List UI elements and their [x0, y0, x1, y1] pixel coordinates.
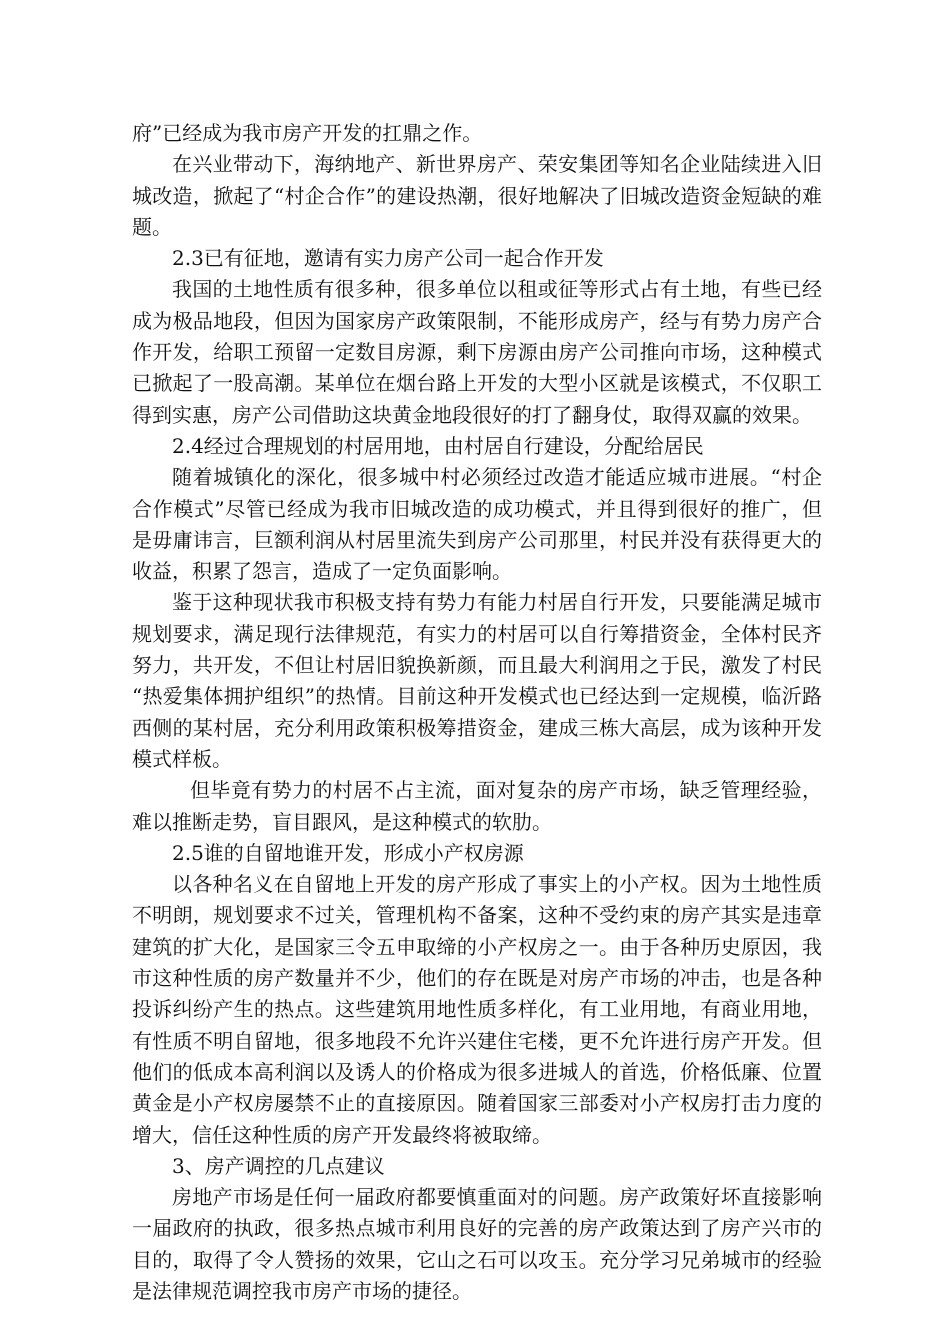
- paragraph-body: 我国的土地性质有很多种，很多单位以租或征等形式占有土地，有些已经成为极品地段，但因为国家房产政策限制，不能形成房产，经与有势力房产合作开发，给职工预留一定数目房源，剩下房源由房产公司推向市场，这种模式已掀起了一股高潮。某单位在烟台路上开发的大型小区就是该模式，不仅职工得到实惠，房产公司借助这块黄金地段很好的打了翻身仗，取得双赢的效果。: [132, 277, 822, 427]
- paragraph-body: 随着城镇化的深化，很多城中村必须经过改造才能适应城市进展。“村企合作模式”尽管已经成为我市旧城改造的成功模式，并且得到很好的推广，但是毋庸讳言，巨额利润从村居里流失到房产公司那里，村民并没有获得更大的收益，积累了怨言，造成了一定负面影响。: [132, 465, 822, 584]
- paragraph-continuation: 府”已经成为我市房产开发的扛鼎之作。: [132, 121, 483, 145]
- paragraph-body: 以各种名义在自留地上开发的房产形成了事实上的小产权。因为土地性质不明朗，规划要求不过关，管理机构不备案，这种不受约束的房产其实是违章建筑的扩大化，是国家三令五申取缔的小产权房之一。由于各种历史原因，我市这种性质的房产数量并不少，他们的存在既是对房产市场的冲击，也是各种投诉纠纷产生的热点。这些建筑用地性质多样化，有工业用地，有商业用地，有性质不明自留地，很多地段不允许兴建住宅楼，更不允许进行房产开发。但他们的低成本高利润以及诱人的价格成为很多进城人的首选，价格低廉、位置黄金是小产权房屡禁不止的直接原因。随着国家三部委对小产权房打击力度的增大，信任这种性质的房产开发最终将被取缔。: [132, 872, 822, 1147]
- document-body: [132, 118, 822, 1307]
- section-heading-3: 3、房产调控的几点建议: [172, 1153, 385, 1178]
- section-heading-2-3: 2.3已有征地，邀请有实力房产公司一起合作开发: [172, 246, 604, 271]
- section-heading-2-5: 2.5谁的自留地谁开发，形成小产权房源: [172, 840, 524, 865]
- paragraph-body: 但毕竟有势力的村居不占主流，面对复杂的房产市场，缺乏管理经验，难以推断走势，盲目跟风，是这种模式的软肋。: [132, 778, 822, 834]
- section-heading-2-4: 2.4经过合理规划的村居用地，由村居自行建设，分配给居民: [172, 433, 704, 458]
- paragraph-body: 鉴于这种现状我市积极支持有势力有能力村居自行开发，只要能满足城市规划要求，满足现行法律规范，有实力的村居可以自行筹措资金，全体村民齐努力，共开发，不但让村居旧貌换新颜，而且最大利润用之于民，激发了村民“热爱集体拥护组织”的热情。目前这种开发模式也已经达到一定规模，临沂路西侧的某村居，充分利用政策积极筹措资金，建成三栋大高层，成为该种开发模式样板。: [132, 590, 822, 771]
- paragraph-body: 在兴业带动下，海纳地产、新世界房产、荣安集团等知名企业陆续进入旧城改造，掀起了“村企合作”的建设热潮，很好地解决了旧城改造资金短缺的难题。: [132, 152, 822, 239]
- paragraph-body: 房地产市场是任何一届政府都要慎重面对的问题。房产政策好坏直接影响一届政府的执政，很多热点城市利用良好的完善的房产政策达到了房产兴市的目的，取得了令人赞扬的效果，它山之石可以攻玉。充分学习兄弟城市的经验是法律规范调控我市房产市场的捷径。: [132, 1185, 822, 1303]
